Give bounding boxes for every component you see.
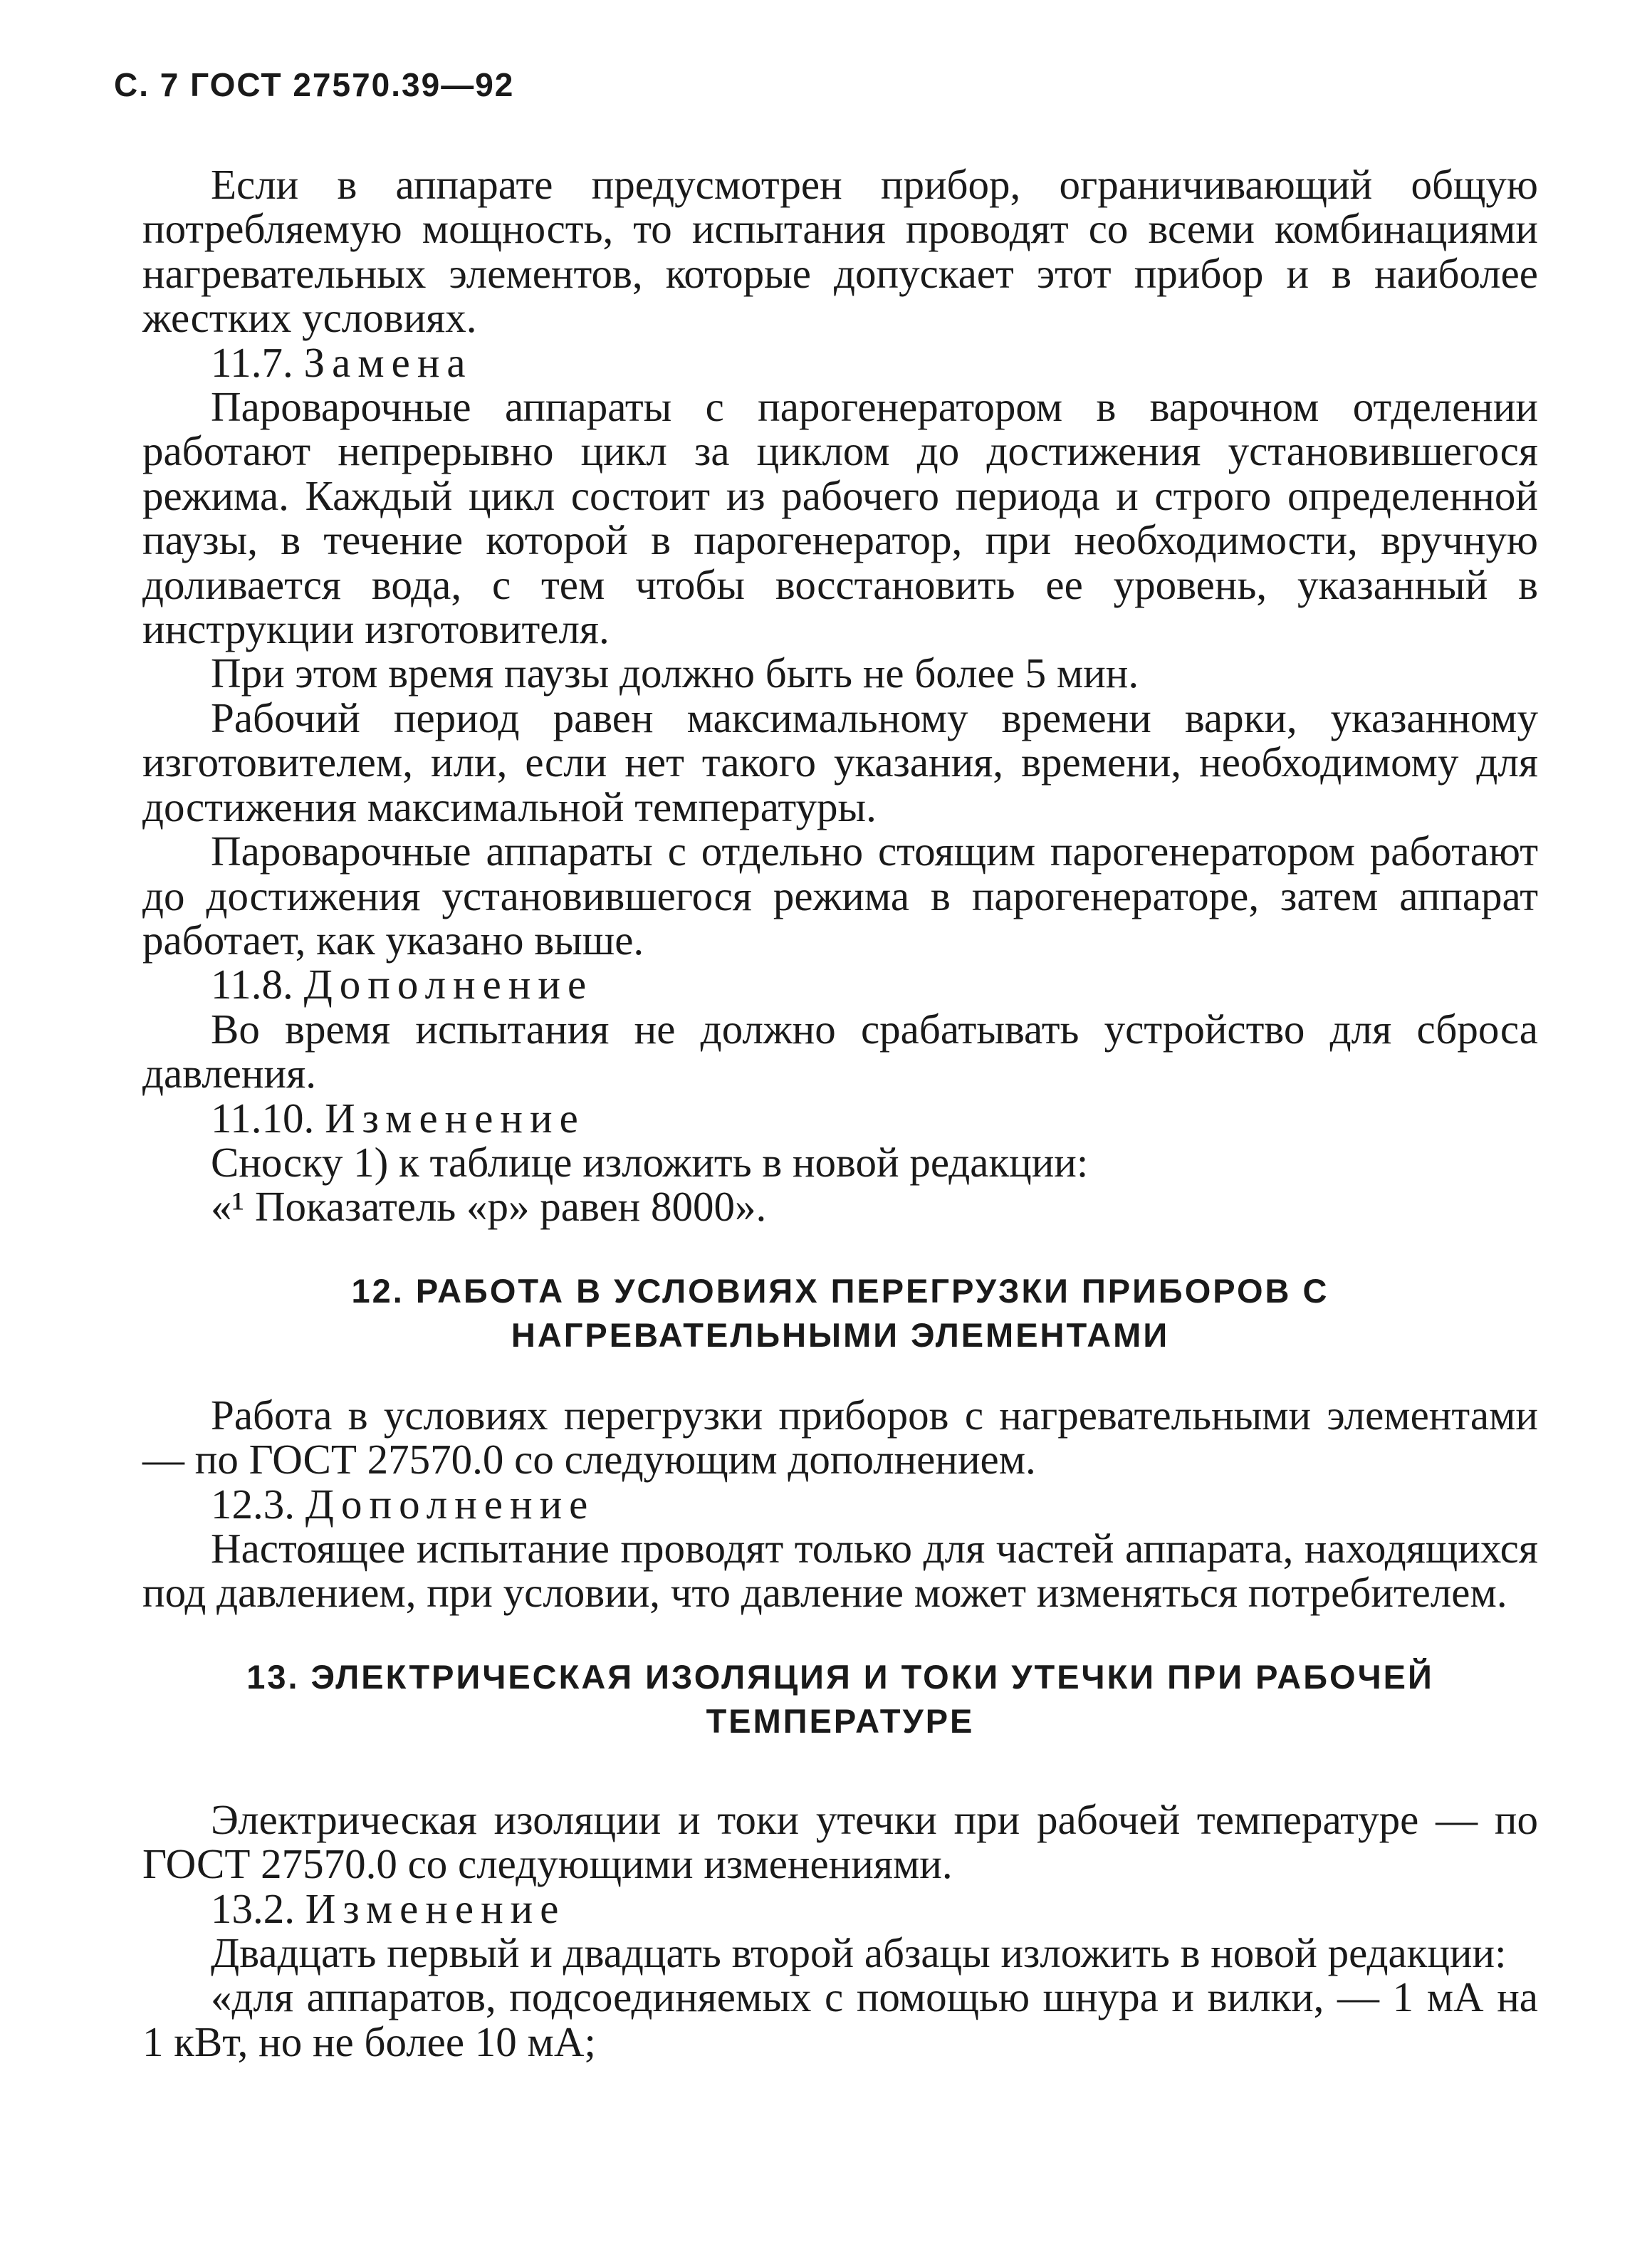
subsection-title: Изменение xyxy=(325,1094,585,1142)
spacer xyxy=(142,1743,1538,1798)
page-header: С. 7 ГОСТ 27570.39—92 xyxy=(114,66,515,103)
subsection-title: Замена xyxy=(303,338,473,386)
paragraph-13-2-1: Двадцать первый и двадцать второй абзацы изложить в новой редакции: xyxy=(211,1929,1507,1976)
subsection-heading-12-3 xyxy=(142,1482,1538,1526)
subsection-number: 12.3. xyxy=(211,1480,295,1528)
subsection-title: Дополнение xyxy=(305,1480,595,1528)
subsection-title: Изменение xyxy=(305,1884,566,1932)
subsection-heading-11-7 xyxy=(142,340,1538,385)
paragraph-13-2-2: «для аппаратов, подсоединяемых с помощью шнура и вилки, — 1 мА на 1 кВт, но не более 10 мА; xyxy=(142,1973,1538,2065)
paragraph-intro: Если в аппарате предусмотрен прибор, ограничивающий общую потребляемую мощность, то испытания проводят со всеми комбинациями нагревательных элементов, которые допускает этот прибор и в наиболее жестких условиях. xyxy=(142,161,1538,342)
subsection-number: 11.8. xyxy=(211,961,293,1008)
section-12-title-line2: НАГРЕВАТЕЛЬНЫМИ ЭЛЕМЕНТАМИ xyxy=(511,1315,1170,1354)
subsection-number: 11.7. xyxy=(211,338,293,386)
paragraph-12-3-1: Настоящее испытание проводят только для частей аппарата, находящихся под давлением, при условии, что давление может изменяться потребителем. xyxy=(142,1524,1538,1617)
subsection-heading-11-8 xyxy=(142,962,1538,1006)
spacer xyxy=(142,1615,1538,1655)
subsection-title: Дополнение xyxy=(303,961,594,1008)
paragraph-11-7-1: Пароварочные аппараты с парогенератором в варочном отделении работают непрерывно цикл за циклом до достижения установившегося режима. Каждый цикл состоит из рабочего периода и строго определенной паузы, в течение которой в парогенератор, при необходимости, вручную доливается вода, с тем чтобы восстановить ее уровень, указанный в инструкции изготовителя. xyxy=(142,383,1538,653)
section-13-title-line2: ТЕМПЕРАТУРЕ xyxy=(706,1701,975,1740)
spacer xyxy=(142,1229,1538,1269)
paragraph-12-1: Работа в условиях перегрузки приборов с нагревательными элементами — по ГОСТ 27570.0 со следующим дополнением. xyxy=(142,1391,1538,1483)
paragraph-11-10-2: «¹ Показатель «р» равен 8000». xyxy=(211,1183,767,1231)
paragraph-11-7-3: Рабочий период равен максимальному времени варки, указанному изготовителем, или, если нет такого указания, времени, необходимому для достижения максимальной температуры. xyxy=(142,694,1538,830)
subsection-number: 13.2. xyxy=(211,1884,295,1932)
section-13-title-line1: 13. ЭЛЕКТРИЧЕСКАЯ ИЗОЛЯЦИЯ И ТОКИ УТЕЧКИ ПРИ РАБОЧЕЙ xyxy=(246,1657,1434,1696)
paragraph-11-7-4: Пароварочные аппараты с отдельно стоящим парогенератором работают до достижения установившегося режима в парогенераторе, затем аппарат работает, как указано выше. xyxy=(142,828,1538,964)
paragraph-11-7-2: При этом время паузы должно быть не более 5 мин. xyxy=(211,650,1139,697)
spacer xyxy=(142,1357,1538,1393)
paragraph-13-1: Электрическая изоляции и токи утечки при рабочей температуре — по ГОСТ 27570.0 со следующими изменениями. xyxy=(142,1795,1538,1888)
paragraph-11-8-1: Во время испытания не должно срабатывать устройство для сброса давления. xyxy=(142,1005,1538,1097)
paragraph-11-10-1: Сноску 1) к таблице изложить в новой редакции: xyxy=(211,1138,1089,1186)
document-body xyxy=(142,162,1538,2064)
section-12-title-line1: 12. РАБОТА В УСЛОВИЯХ ПЕРЕГРУЗКИ ПРИБОРОВ С xyxy=(351,1271,1329,1310)
subsection-heading-13-2 xyxy=(142,1884,1538,1932)
subsection-heading-11-10 xyxy=(142,1096,1538,1140)
subsection-number: 11.10. xyxy=(211,1094,315,1142)
